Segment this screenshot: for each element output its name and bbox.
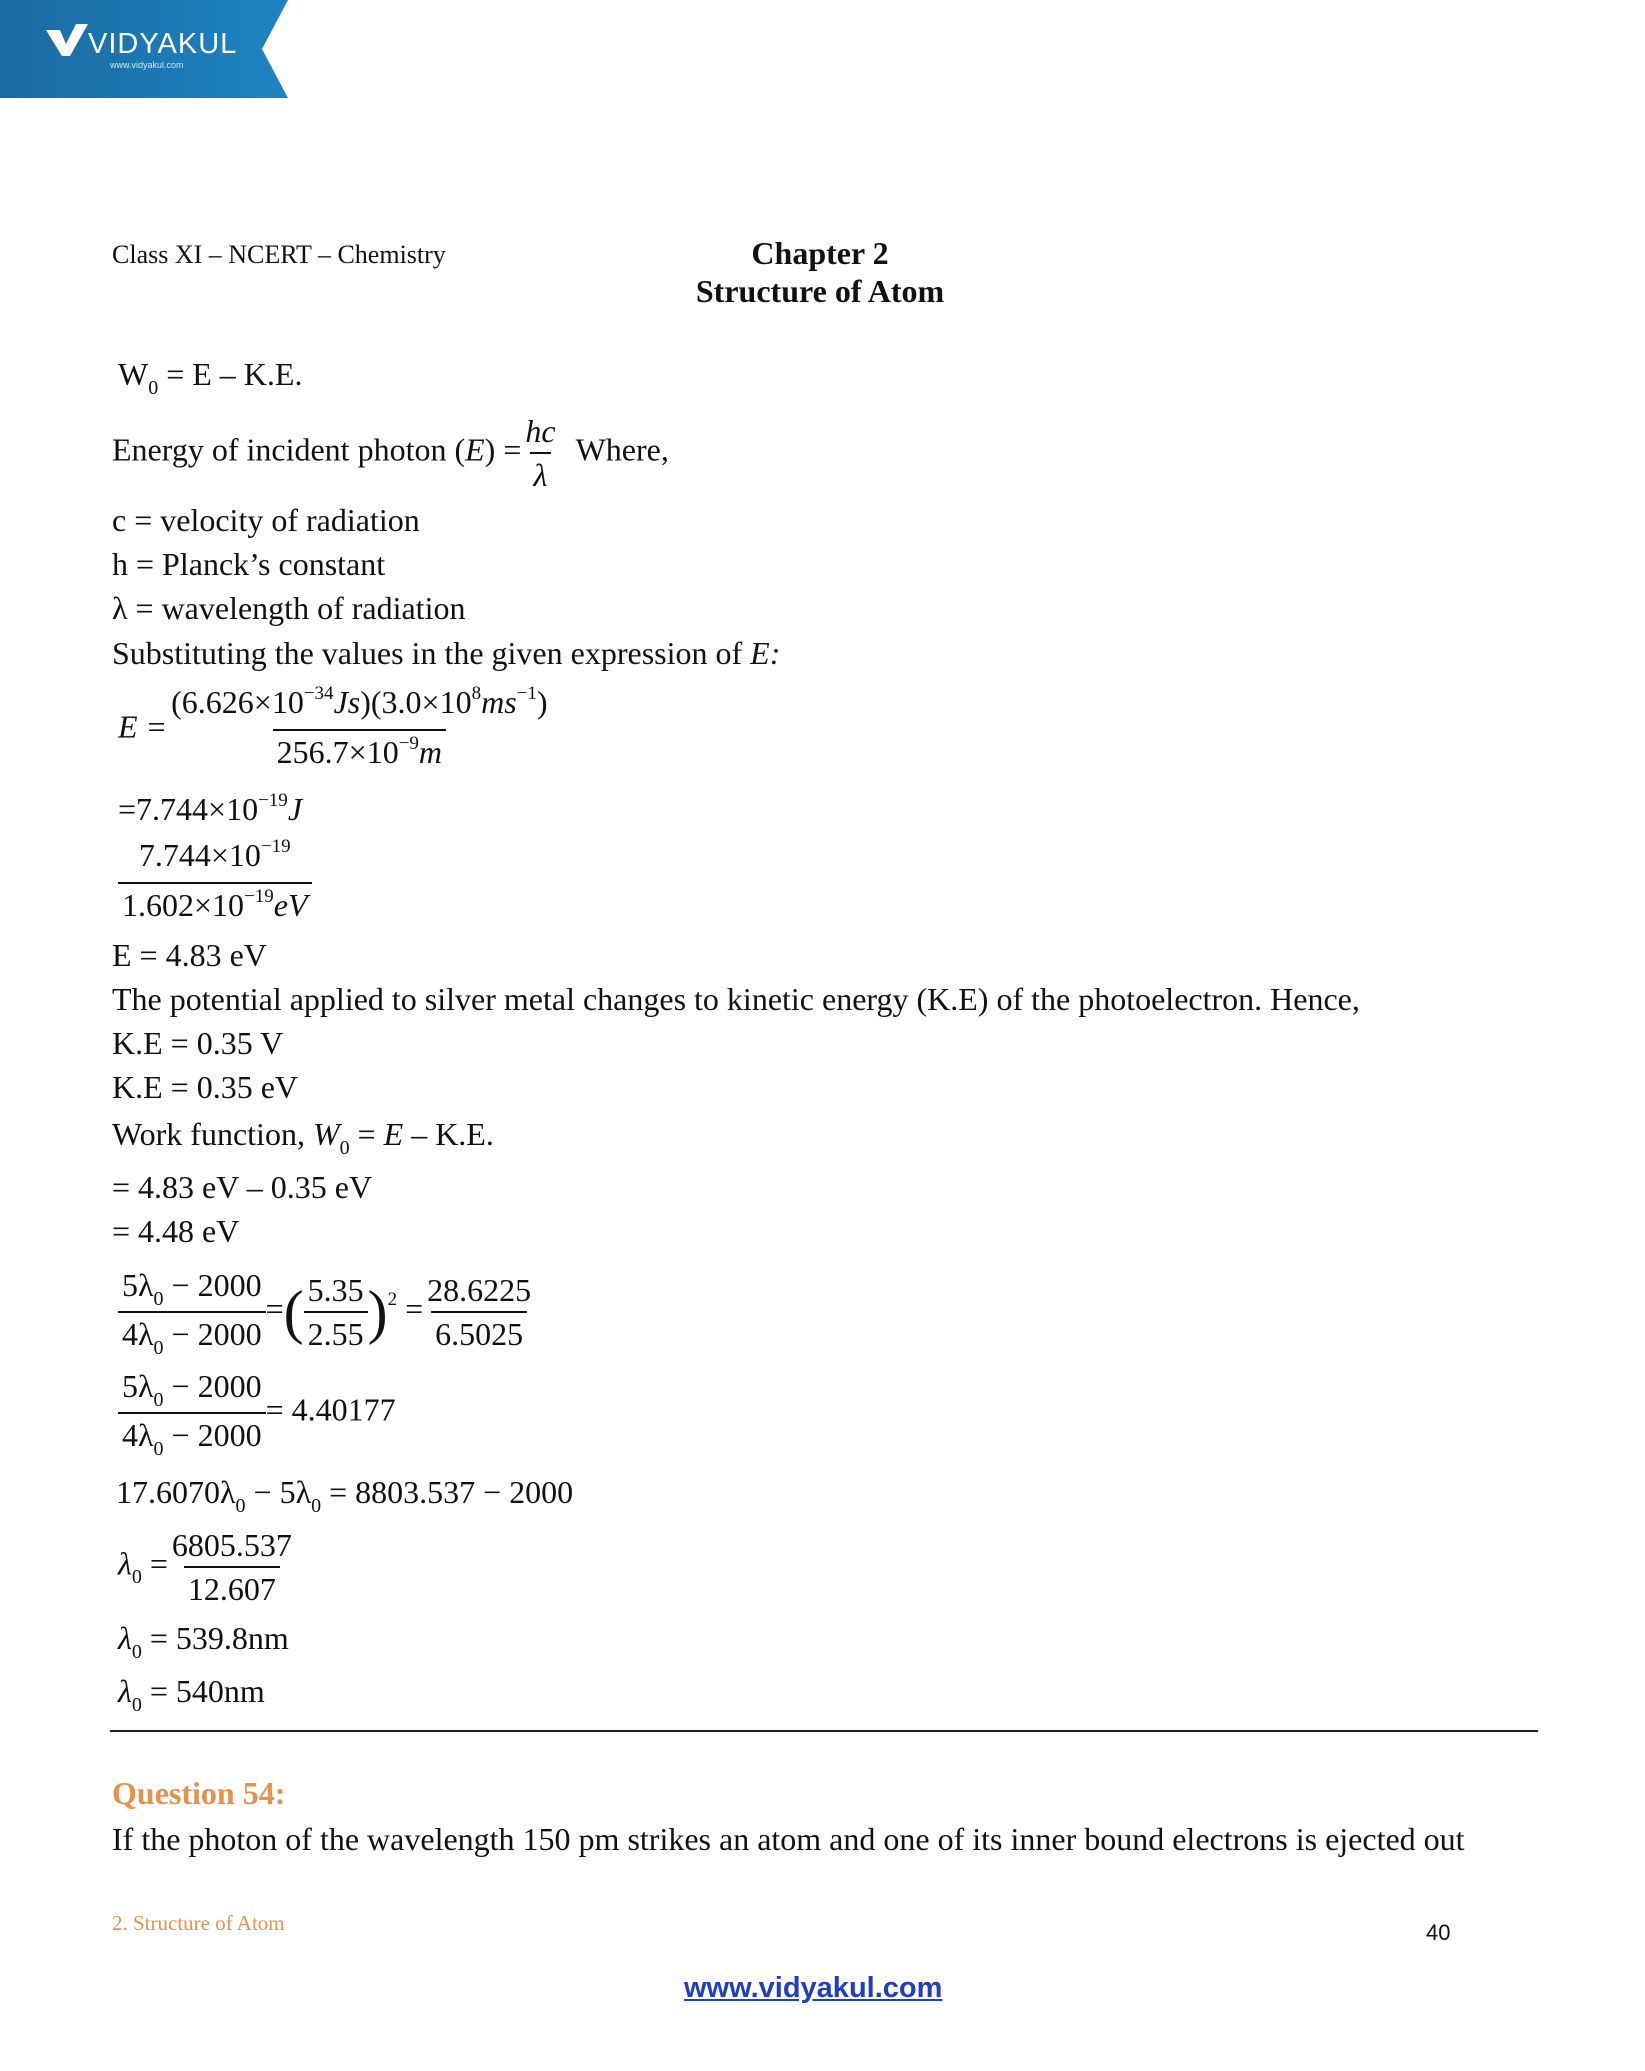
chapter-heading bbox=[600, 234, 1040, 310]
fraction-speed-ratio: $\frac{5.35}{2.55}$ bbox=[304, 1271, 368, 1353]
fraction-lambda-value: $\frac{6805.537}{12.607}$ bbox=[171, 1527, 292, 1607]
footer-chapter: 2. Structure of Atom bbox=[112, 1911, 285, 1935]
line-work-function: Work function, $W_0 = E - K.E$. bbox=[112, 1116, 494, 1159]
chapter-title: Structure of Atom bbox=[695, 273, 945, 309]
question-title: Question 54: bbox=[112, 1775, 286, 1811]
line-ke-ev: K.E = 0.35 eV bbox=[112, 1069, 299, 1105]
chapter-number: Chapter 2 bbox=[751, 235, 889, 271]
line-ke-volts: K.E = 0.35 V bbox=[112, 1025, 284, 1061]
line-lambda-fraction: $\lambda_0$ = $\frac{6805.537}{12.607}$ bbox=[118, 1526, 296, 1608]
line-w0-result: = 4.48 eV bbox=[112, 1213, 240, 1249]
line-ratio-equation: $\frac{5\lambda_0 - 2000}{4\lambda_0 - 2000}$ =( $\frac{5.35}{2.55}$ )$^2$ = $\frac{28.6225}{6.5025}$ bbox=[118, 1266, 535, 1358]
fraction-energy: $\frac{(6.626\times 10^{-34}Js)(3.0\times 10^8ms^{-1})}{256.7\times 10^{-9}m}$ bbox=[167, 683, 551, 777]
logo-url: www.vidyakul.com bbox=[110, 60, 184, 70]
website-link[interactable]: www.vidyakul.com bbox=[684, 1972, 943, 2004]
line-energy-joules: $=7.744\times 10^{-19}J$ bbox=[118, 790, 303, 827]
line-lambda-540: $\lambda_0 = 540nm$ bbox=[118, 1673, 265, 1716]
line-ratio-result: $\frac{5\lambda_0 - 2000}{4\lambda_0 - 2000}$ = 4.40177 bbox=[118, 1367, 396, 1459]
fraction-hc-lambda: $\frac{hc}{\lambda}$ bbox=[525, 413, 556, 493]
line-linear-equation: $17.6070\lambda_0 - 5\lambda_0 = 8803.537 - 2000$ bbox=[116, 1474, 574, 1517]
line-lambda-def: λ = wavelength of radiation bbox=[112, 590, 466, 626]
fraction-squared-values: $\frac{28.6225}{6.5025}$ bbox=[427, 1272, 532, 1352]
section-divider bbox=[110, 1730, 1538, 1732]
line-w0-subtraction: = 4.83 eV – 0.35 eV bbox=[112, 1169, 373, 1205]
class-label: Class XI – NCERT – Chemistry bbox=[112, 240, 446, 269]
fraction-joule-to-ev: $\frac{7.744\times 10^{-19}}{1.602\times 10^{-19}eV}$ bbox=[118, 836, 312, 930]
line-lambda-539: $\lambda_0 = 539.8nm$ bbox=[118, 1620, 289, 1663]
logo-text: VIDYAKUL bbox=[88, 28, 238, 60]
line-photon-energy: Energy of incident photon (E) = $\frac{hc}{\lambda}$ Where, bbox=[112, 413, 669, 493]
line-work-function-def: $W_0 = E - K.E$. bbox=[118, 356, 303, 399]
page-number: 40 bbox=[1426, 1920, 1451, 1945]
line-energy-calc: E = $\frac{(6.626\times 10^{-34}Js)(3.0\times 10^8ms^{-1})}{256.7\times 10^{-9}m}$ bbox=[118, 683, 552, 777]
fraction-lambda-ratio: $\frac{5\lambda_0 - 2000}{4\lambda_0 - 2000}$ bbox=[118, 1266, 266, 1358]
fraction-lambda-ratio-2: $\frac{5\lambda_0 - 2000}{4\lambda_0 - 2000}$ bbox=[118, 1367, 266, 1459]
line-potential-text: The potential applied to silver metal changes to kinetic energy (K.E) of the photoelectron. Hence, bbox=[112, 981, 1360, 1017]
line-h-def: h = Planck’s constant bbox=[112, 546, 386, 582]
line-c-def: c = velocity of radiation bbox=[112, 502, 420, 538]
vidyakul-logo bbox=[0, 0, 312, 98]
line-energy-ev-fraction bbox=[118, 836, 312, 930]
line-substituting: Substituting the values in the given expression of E: bbox=[112, 635, 781, 671]
line-energy-ev: E = 4.83 eV bbox=[112, 937, 267, 973]
question-text: If the photon of the wavelength 150 pm strikes an atom and one of its inner bound electrons is ejected out bbox=[112, 1821, 1465, 1857]
